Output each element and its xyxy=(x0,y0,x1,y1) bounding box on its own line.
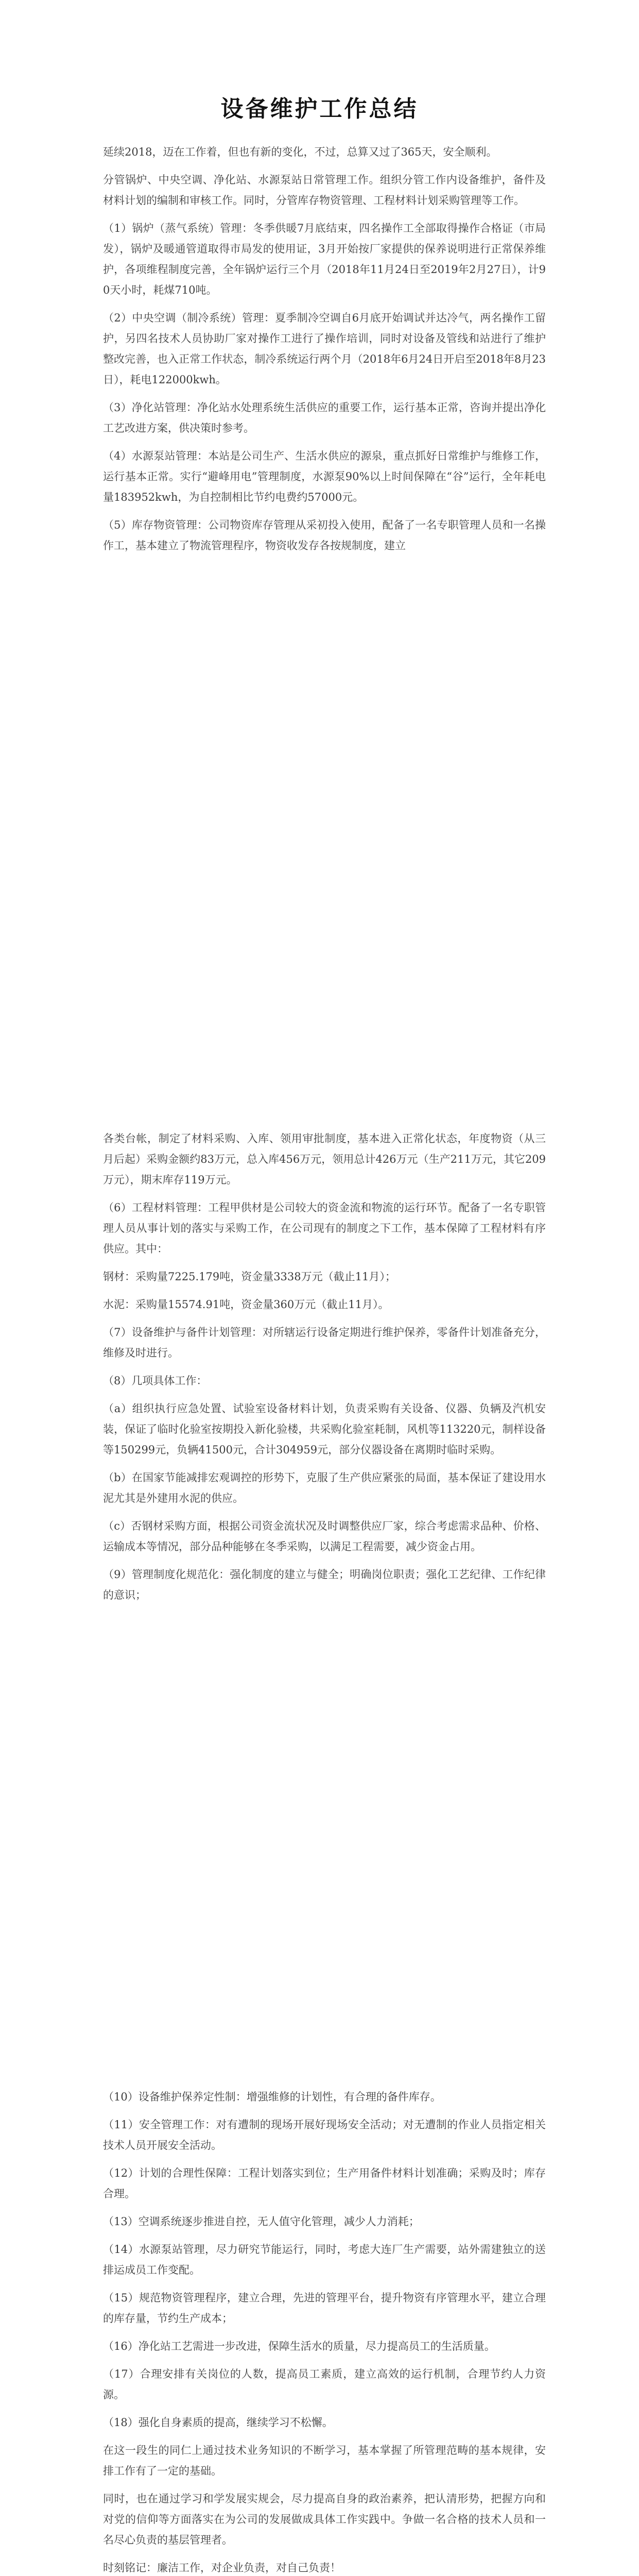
section-block-1 xyxy=(103,142,546,556)
paragraph: （14）水源泵站管理，尽力研究节能运行，同时，考虑大连厂生产需要，站外需建独立的送排运成员工作变配。 xyxy=(103,2243,546,2276)
paragraph: （16）净化站工艺需进一步改进，保障生活水的质量，尽力提高员工的生活质量。 xyxy=(103,2340,495,2352)
paragraph: （11）安全管理工作：对有遭制的现场开展好现场安全活动；对无遭制的作业人员指定相关技术人员开展安全活动。 xyxy=(103,2119,546,2151)
paragraph: （10）设备维护保养定性制：增强维修的计划性，有合理的备件库存。 xyxy=(103,2091,441,2103)
document-title: 设备维护工作总结 xyxy=(220,96,419,122)
paragraph: （17）合理安排有关岗位的人数，提高员工素质，建立高效的运行机制，合理节约人力资源。 xyxy=(103,2368,546,2401)
paragraph: （12）计划的合理性保障：工程计划落实到位；生产用备件材料计划准确；采购及时；库存合理。 xyxy=(103,2167,546,2200)
paragraph: （15）规范物资管理程序，建立合理，先进的管理平台，提升物资有序管理水平，建立合理的库存量，节约生产成本； xyxy=(103,2292,546,2325)
paragraph: 钢材：采购量7225.179吨，资金量3338万元（截止11月）； xyxy=(103,1270,396,1283)
paragraph: 分管锅炉、中央空调、净化站、水源泵站日常管理工作。组织分管工作内设备维护，备件及材料计划的编制和审核工作。同时，分管库存物资管理、工程材料计划采购管理等工作。 xyxy=(103,174,546,207)
paragraph: 各类台帐，制定了材料采购、入库、领用审批制度，基本进入正常化状态，年度物资（从三月后起）采购金额约83万元，总入库456万元，领用总计426万元（生产211万元，其它209万元），期末库存119万元。 xyxy=(103,1132,546,1186)
paragraph: （a）组织执行应急处置、试验室设备材料计划，负责采购有关设备、仪器、负辆及汽机安装，保证了临时化验室按期投入新化验楼，共采购化验室耗制，风机等113220元，制样设备等150299元，负辆41500元，合计304959元，部分仪器设备在离期时临时采购。 xyxy=(103,1402,546,1456)
paragraph: （8）几项具体工作： xyxy=(103,1375,208,1387)
section-block-2 xyxy=(103,1128,546,1605)
paragraph: （18）强化自身素质的提高，继续学习不松懈。 xyxy=(103,2416,333,2429)
paragraph: （c）否钢材采购方面，根据公司资金流状况及时调整供应厂家，综合考虑需求品种、价格、运输成本等情况，部分品种能够在冬季采购，以满足工程需要，减少资金占用。 xyxy=(103,1520,546,1553)
paragraph: （13）空调系统逐步推进自控，无人值守化管理，减少人力消耗； xyxy=(103,2215,420,2228)
paragraph: （3）净化站管理：净化站水处理系统生活供应的重要工作，运行基本正常，咨询并提出净化工艺改进方案，供决策时参考。 xyxy=(103,401,546,434)
paragraph: 同时，也在通过学习和学发展实规会，尽力提高自身的政治素养，把认清形势，把握方向和对党的信仰等方面落实在为公司的发展做成具体工作实践中。争做一名合格的技术人员和一名尽心负责的基层管理者。 xyxy=(103,2493,546,2546)
paragraph: 水泥：采购量15574.91吨，资金量360万元（截止11月）。 xyxy=(103,1298,389,1311)
paragraph: 在这一段生的同仁上通过技术业务知识的不断学习，基本掌握了所管理范畴的基本规律，安排工作有了一定的基础。 xyxy=(103,2444,546,2477)
paragraph: （9）管理制度化规范化：强化制度的建立与健全；明确岗位职责；强化工艺纪律、工作纪律的意识； xyxy=(103,1568,546,1601)
paragraph: 时刻铭记：廉洁工作，对企业负责，对自己负责！ xyxy=(103,2562,341,2574)
paragraph: 延续2018，迈在工作着，但也有新的变化，不过，总算又过了365天，安全顺利。 xyxy=(103,146,497,158)
paragraph: （2）中央空调（制冷系统）管理：夏季制冷空调自6月底开始调试并达冷气，两名操作工留护，另四名技术人员协助厂家对操作工进行了操作培训，同时对设备及管线和站进行了维护整改完善，也入正常工作状态，制冷系统运行两个月（2018年6月24日开启至2018年8月23日），耗电122000kwh。 xyxy=(103,312,546,386)
paragraph: （7）设备维护与备件计划管理：对所辖运行设备定期进行维护保养，零备件计划准备充分，维修及时进行。 xyxy=(103,1326,546,1359)
paragraph: （b）在国家节能减排宏观调控的形势下，克服了生产供应紧张的局面，基本保证了建设用水泥尤其是外建用水泥的供应。 xyxy=(103,1471,546,1504)
paragraph: （1）锅炉（蒸气系统）管理：冬季供暖7月底结束，四名操作工全部取得操作合格证（市局发），锅炉及暖通管道取得市局发的使用证，3月开始按厂家提供的保养说明进行正常保养维护，各项维程制度完善，全年锅炉运行三个月（2018年11月24日至2019年2月27日），计90天小时，耗煤710吨。 xyxy=(103,222,546,296)
paragraph: （6）工程材料管理：工程甲供材是公司较大的资金流和物流的运行环节。配备了一名专职管理人员从事计划的落实与采购工作，在公司现有的制度之下工作，基本保障了工程材料有序供应。其中： xyxy=(103,1201,546,1255)
section-block-3 xyxy=(103,2087,546,2576)
paragraph: （5）库存物资管理：公司物资库存管理从采初投入使用，配备了一名专职管理人员和一名操作工，基本建立了物流管理程序，物资收发存各按规制度，建立 xyxy=(103,519,546,552)
paragraph: （4）水源泵站管理：本站是公司生产、生活水供应的源泉，重点抓好日常维护与维修工作，运行基本正常。实行“避峰用电”管理制度，水源泵90%以上时间保障在“谷”运行，全年耗电量183952kwh，为自控制相比节约电费约57000元。 xyxy=(103,450,546,503)
